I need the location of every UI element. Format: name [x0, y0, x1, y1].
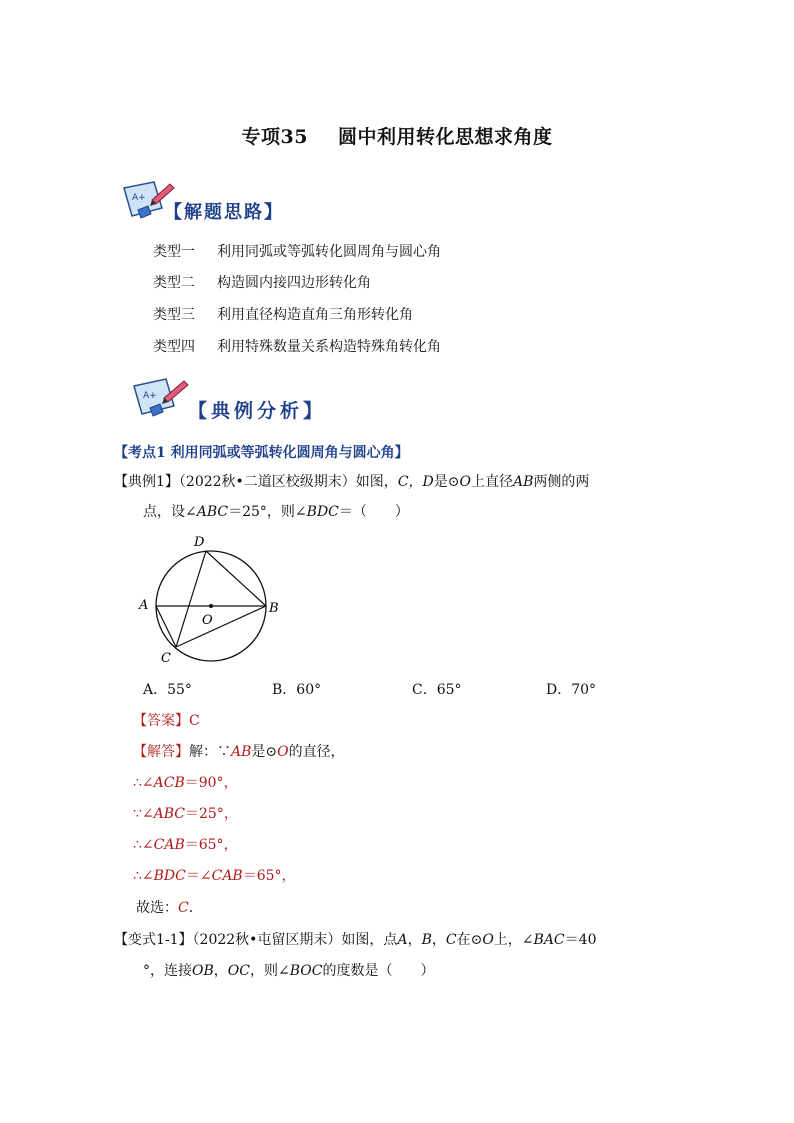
segment-db — [206, 551, 266, 606]
label-d: D — [194, 535, 205, 550]
center-point — [209, 604, 213, 608]
solution-step-1: ∴∠ACB＝90°， — [133, 775, 238, 791]
option-d: D．70° — [546, 682, 597, 698]
answer-line: 【答案】C — [133, 713, 200, 729]
variant1-line2: °，连接OB，OC，则∠BOC的度数是（ ） — [143, 963, 435, 979]
banner-dianli-text: 【典例分析】 — [188, 400, 327, 422]
example1-line2: 点，设∠ABC＝25°，则∠BDC＝（ ） — [143, 504, 409, 520]
notebook-pencil-icon — [128, 374, 192, 426]
type-item-2: 类型二 构造圆内接四边形转化角 — [153, 275, 371, 291]
circle-figure — [130, 526, 290, 671]
segment-ac — [156, 606, 176, 647]
svg-text:A+: A+ — [143, 391, 157, 401]
type-item-4: 类型四 利用特殊数量关系构造特殊角转化角 — [153, 339, 441, 355]
type-item-3: 类型三 利用直径构造直角三角形转化角 — [153, 307, 413, 323]
title-main: 圆中利用转化思想求角度 — [337, 126, 553, 148]
kaodian-heading: 【考点1 利用同弧或等弧转化圆周角与圆心角】 — [114, 445, 409, 461]
segment-bc — [176, 606, 266, 647]
option-a: A．55° — [143, 682, 192, 698]
solution-step-4: ∴∠BDC＝∠CAB＝65°， — [133, 868, 296, 884]
solution-step-2: ∵∠ABC＝25°， — [133, 806, 238, 822]
solution-conclusion: 故选：C. — [136, 900, 194, 916]
page-title — [0, 122, 794, 149]
type-item-1: 类型一 利用同弧或等弧转化圆周角与圆心角 — [153, 244, 441, 260]
variant1-line1: 【变式1-1】（2022秋•屯留区期末）如图，点A，B，C在⊙O上，∠BAC＝40 — [114, 932, 597, 948]
label-b: B — [269, 601, 279, 616]
option-c: C．65° — [412, 682, 462, 698]
option-b: B．60° — [272, 682, 322, 698]
label-o: O — [202, 613, 213, 628]
label-c: C — [161, 651, 171, 666]
title-code: 专项35 — [241, 126, 308, 148]
solution-intro: 【解答】解：∵AB是⊙O的直径， — [133, 744, 345, 760]
label-a: A — [139, 598, 149, 613]
solution-step-3: ∴∠CAB＝65°， — [133, 837, 238, 853]
segment-cd — [176, 551, 206, 647]
banner-jieti-text: 【解题思路】 — [164, 202, 284, 223]
example1-line1: 【典例1】（2022秋•二道区校级期末）如图，C，D是⊙O上直径AB两侧的两 — [114, 474, 590, 490]
banner-jieti — [118, 178, 284, 228]
banner-dianli — [128, 374, 348, 426]
svg-text:A+: A+ — [132, 193, 146, 203]
